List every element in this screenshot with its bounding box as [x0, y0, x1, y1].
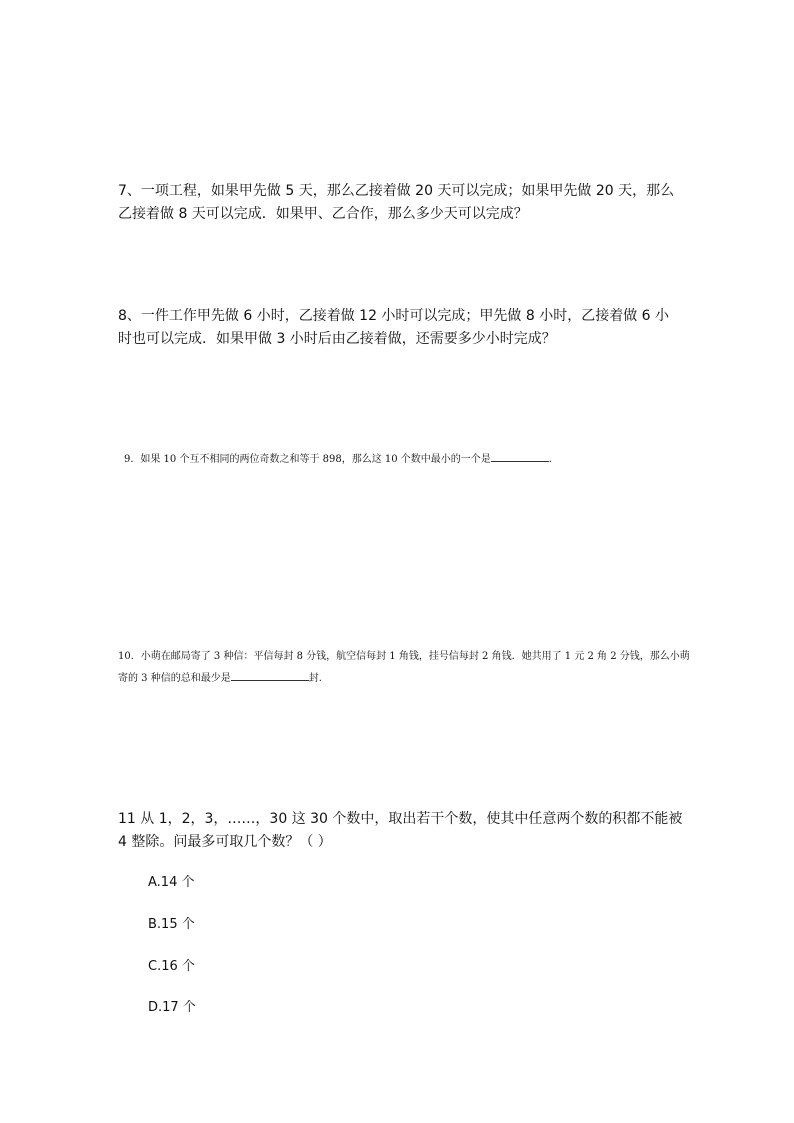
answer-blank[interactable] — [491, 449, 549, 462]
option-a[interactable]: A.14 个 — [148, 875, 195, 890]
answer-blank[interactable] — [231, 668, 309, 681]
question-11: 11 从 1，2，3，……，30 这 30 个数中，取出若干个数，使其中任意两个数的积都不能被 4 整除。问最多可取几个数？（ ） — [118, 811, 683, 850]
question-8: 8、一件工作甲先做 6 小时，乙接着做 12 小时可以完成；甲先做 8 小时，乙接着做 6 小时也可以完成．如果甲做 3 小时后由乙接着做，还需要多少小时完成？ — [118, 308, 670, 347]
question-7: 7、一项工程，如果甲先做 5 天，那么乙接着做 20 天可以完成；如果甲先做 20 天，那么乙接着做 8 天可以完成．如果甲、乙合作，那么多少天可以完成？ — [118, 183, 675, 222]
option-d[interactable]: D.17 个 — [148, 1000, 196, 1015]
question-10-text: 10．小萌在邮局寄了 3 种信：平信每封 8 分钱，航空信每封 1 角钱，挂号信每封 2 角钱．她共用了 1 元 2 角 2 分钱，那么小萌寄的 3 种信的总和最少是 — [118, 651, 690, 684]
option-c[interactable]: C.16 个 — [148, 959, 195, 974]
question-9-end: . — [548, 454, 552, 465]
question-9-text: 9．如果 10 个互不相同的两位奇数之和等于 898，那么这 10 个数中最小的一个是 — [124, 454, 491, 465]
question-10-end: 封. — [308, 673, 322, 684]
question-9 — [124, 449, 704, 471]
option-b[interactable]: B.15 个 — [148, 917, 195, 932]
question-10 — [118, 646, 698, 690]
